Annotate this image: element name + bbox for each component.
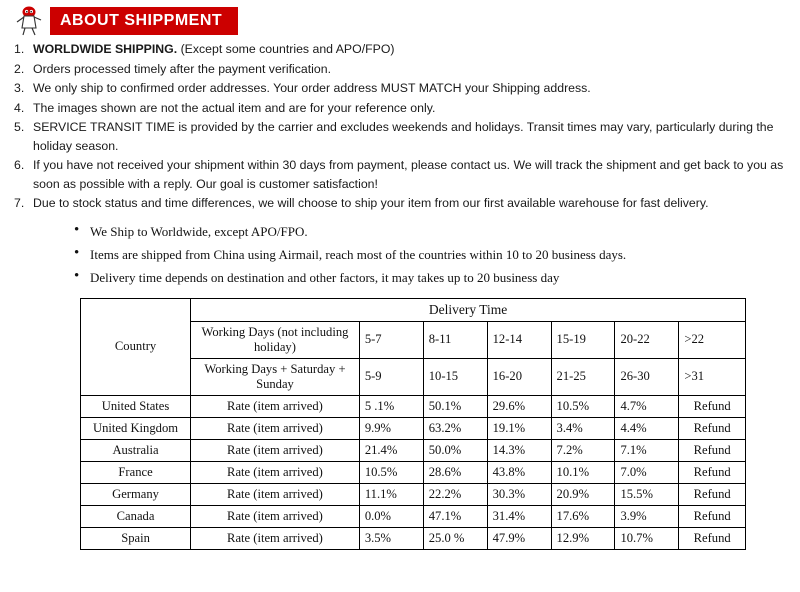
list-item-strong: WORLDWIDE SHIPPING. xyxy=(33,42,178,56)
bucket-weekend-3: 21-25 xyxy=(551,358,615,395)
list-item xyxy=(14,156,786,193)
country-header-cell xyxy=(81,298,191,395)
row-value: 11.1% xyxy=(359,483,423,505)
bucket-weekday-4: 20-22 xyxy=(615,321,679,358)
row-value: 63.2% xyxy=(423,417,487,439)
row-country-canada: Canada xyxy=(81,505,191,527)
list-item-number: 5. xyxy=(14,120,25,134)
list-item: • We Ship to Worldwide, except APO/FPO. xyxy=(74,221,786,242)
table-row xyxy=(81,298,746,321)
row-refund: Refund xyxy=(679,505,746,527)
list-item-number: 7. xyxy=(14,196,25,210)
list-item xyxy=(14,99,786,118)
row-value: 43.8% xyxy=(487,461,551,483)
row-rate-label: Rate (item arrived) xyxy=(191,395,360,417)
row-value: 20.9% xyxy=(551,483,615,505)
row-country-united-states: United States xyxy=(81,395,191,417)
row-value: 50.1% xyxy=(423,395,487,417)
row-value: 3.4% xyxy=(551,417,615,439)
row-value: 7.1% xyxy=(615,439,679,461)
row-value: 5 .1% xyxy=(359,395,423,417)
row-rate-label: Rate (item arrived) xyxy=(191,505,360,527)
row-value: 4.7% xyxy=(615,395,679,417)
row-value: 14.3% xyxy=(487,439,551,461)
row-rate-label: Rate (item arrived) xyxy=(191,461,360,483)
row-value: 12.9% xyxy=(551,527,615,549)
list-item-text: Orders processed timely after the payment verification. xyxy=(33,61,331,76)
list-item xyxy=(14,194,786,213)
list-item-text: If you have not received your shipment within 30 days from payment, please contact us. We will track the shipment and get back to you as soon as possible with a reply. Our goal is customer satisfaction! xyxy=(33,158,784,191)
bucket-weekend-5: >31 xyxy=(679,358,746,395)
table-title-cell: Delivery Time xyxy=(191,298,746,321)
shipping-bullets-list xyxy=(14,221,786,288)
shipping-notes-list xyxy=(14,40,786,213)
bucket-weekend-0: 5-9 xyxy=(359,358,423,395)
row-value: 29.6% xyxy=(487,395,551,417)
row-value: 4.4% xyxy=(615,417,679,439)
list-item-number: 1. xyxy=(14,42,25,56)
row-value: 10.5% xyxy=(551,395,615,417)
row-value: 47.9% xyxy=(487,527,551,549)
bucket-weekend-4: 26-30 xyxy=(615,358,679,395)
row-value: 10.1% xyxy=(551,461,615,483)
row-value: 7.0% xyxy=(615,461,679,483)
row-value: 25.0 % xyxy=(423,527,487,549)
table-row xyxy=(81,417,746,439)
row-country-germany: Germany xyxy=(81,483,191,505)
row-refund: Refund xyxy=(679,483,746,505)
row-rate-label: Rate (item arrived) xyxy=(191,417,360,439)
row-country-australia: Australia xyxy=(81,439,191,461)
row-refund: Refund xyxy=(679,527,746,549)
row-value: 50.0% xyxy=(423,439,487,461)
table-row xyxy=(81,505,746,527)
table-row xyxy=(81,483,746,505)
page-header xyxy=(14,6,786,36)
list-item-text: SERVICE TRANSIT TIME is provided by the carrier and excludes weekends and holidays. Transit times may vary, particularly during the holiday season. xyxy=(33,120,774,153)
country-header-label: Country xyxy=(114,339,157,353)
table-row xyxy=(81,395,746,417)
bucket-weekend-1: 10-15 xyxy=(423,358,487,395)
table-row xyxy=(81,527,746,549)
row-value: 22.2% xyxy=(423,483,487,505)
list-item-number: 3. xyxy=(14,81,25,95)
bucket-weekday-2: 12-14 xyxy=(487,321,551,358)
list-item xyxy=(14,40,786,59)
row-value: 9.9% xyxy=(359,417,423,439)
row-value: 3.5% xyxy=(359,527,423,549)
row-value: 31.4% xyxy=(487,505,551,527)
row-value: 21.4% xyxy=(359,439,423,461)
table-row xyxy=(81,439,746,461)
row-value: 28.6% xyxy=(423,461,487,483)
row-rate-label: Rate (item arrived) xyxy=(191,483,360,505)
row-refund: Refund xyxy=(679,417,746,439)
bucket-weekday-3: 15-19 xyxy=(551,321,615,358)
table-row xyxy=(81,461,746,483)
row-value: 30.3% xyxy=(487,483,551,505)
bucket-weekday-5: >22 xyxy=(679,321,746,358)
list-item: • Items are shipped from China using Airmail, reach most of the countries within 10 to 20 business days. xyxy=(74,244,786,265)
delivery-time-table xyxy=(80,298,746,550)
list-item-text: We only ship to confirmed order addresses. Your order address MUST MATCH your Shipping address. xyxy=(33,81,591,95)
list-item-number: 6. xyxy=(14,158,25,172)
row-value: 0.0% xyxy=(359,505,423,527)
row-rate-label: Rate (item arrived) xyxy=(191,439,360,461)
working-days-weekend-label: Working Days + Saturday + Sunday xyxy=(191,358,360,395)
row-rate-label: Rate (item arrived) xyxy=(191,527,360,549)
row-value: 17.6% xyxy=(551,505,615,527)
bucket-weekday-0: 5-7 xyxy=(359,321,423,358)
list-item xyxy=(14,118,786,155)
row-refund: Refund xyxy=(679,395,746,417)
list-item-text: (Except some countries and APO/FPO) xyxy=(177,42,395,56)
row-value: 10.7% xyxy=(615,527,679,549)
row-country-france: France xyxy=(81,461,191,483)
list-item-text: Due to stock status and time differences, we will choose to ship your item from our first available warehouse for fast delivery. xyxy=(33,196,709,210)
delivery-time-table-wrapper xyxy=(14,298,786,550)
row-value: 47.1% xyxy=(423,505,487,527)
list-item-number: 4. xyxy=(14,100,25,115)
cartoon-figure-icon xyxy=(14,6,48,36)
list-item xyxy=(14,79,786,98)
bucket-weekend-2: 16-20 xyxy=(487,358,551,395)
row-refund: Refund xyxy=(679,461,746,483)
row-value: 10.5% xyxy=(359,461,423,483)
page-title: ABOUT SHIPPMENT xyxy=(50,7,238,35)
row-value: 19.1% xyxy=(487,417,551,439)
list-item-number: 2. xyxy=(14,61,25,76)
row-country-united-kingdom: United Kingdom xyxy=(81,417,191,439)
row-country-spain: Spain xyxy=(81,527,191,549)
row-value: 15.5% xyxy=(615,483,679,505)
list-item: • Delivery time depends on destination and other factors, it may takes up to 20 business day xyxy=(74,267,786,288)
bucket-weekday-1: 8-11 xyxy=(423,321,487,358)
list-item xyxy=(14,60,786,79)
list-item-text: The images shown are not the actual item and are for your reference only. xyxy=(33,100,436,115)
row-value: 7.2% xyxy=(551,439,615,461)
row-value: 3.9% xyxy=(615,505,679,527)
working-days-label: Working Days (not including holiday) xyxy=(191,321,360,358)
row-refund: Refund xyxy=(679,439,746,461)
